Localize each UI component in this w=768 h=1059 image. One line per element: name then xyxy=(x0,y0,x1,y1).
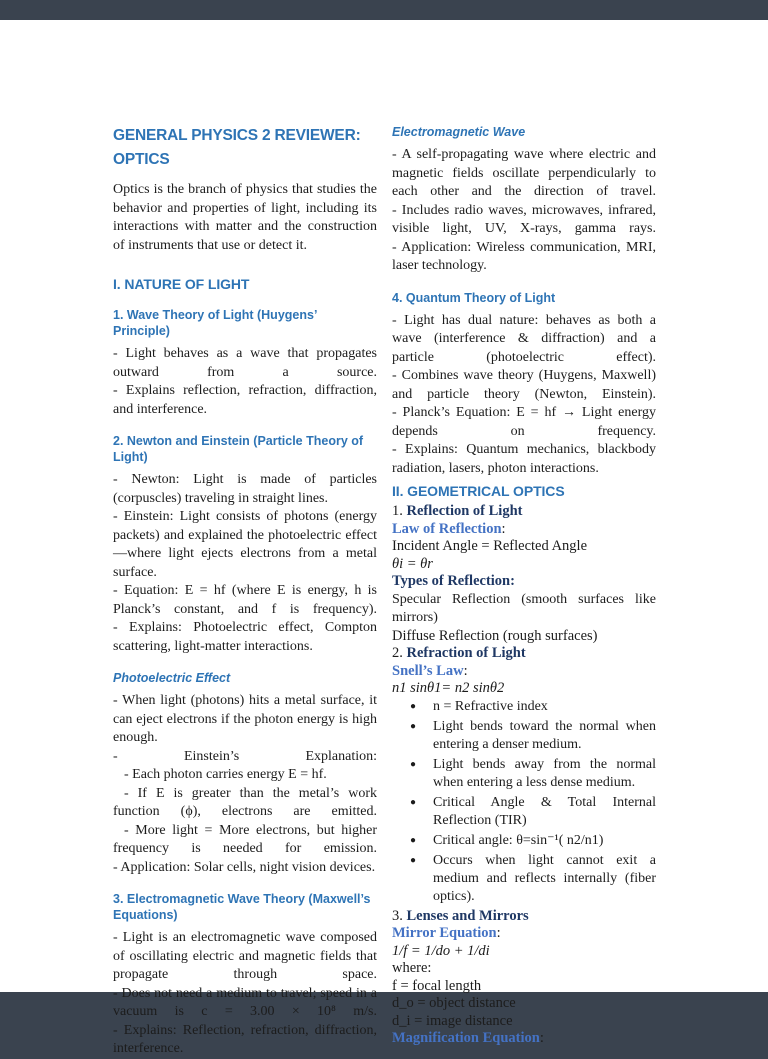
heading-nature-of-light: I. NATURE OF LIGHT xyxy=(113,276,250,292)
subheading-em-wave-theory: 3. Electromagnetic Wave Theory (Maxwell’s Equations) xyxy=(113,892,371,922)
mirror-equation: 1/f = 1/do + 1/di xyxy=(392,942,490,959)
item-number: 1. xyxy=(392,503,407,519)
subheading-quantum-theory: 4. Quantum Theory of Light xyxy=(392,290,556,305)
paragraph-emwave-3: - Application: Wireless communication, MRI, laser technology. xyxy=(392,239,656,273)
document-title: GENERAL PHYSICS 2 REVIEWER: OPTICS xyxy=(113,127,361,168)
paragraph-em-3: - Explains: Reflection, refraction, diffraction, interference. xyxy=(113,1022,377,1056)
paragraph-quantum-3: - Planck’s Equation: E = hf → Light energy depends on frequency. xyxy=(392,405,656,439)
types-specular: Specular Reflection (smooth surfaces like mirrors) xyxy=(392,591,656,625)
paragraph-photo-2: - Einstein’s Explanation: xyxy=(113,748,377,764)
paragraph-photo-1: - When light (photons) hits a metal surface, it can eject electrons if the photon energy is high enough. xyxy=(113,693,377,745)
bullet-text: Critical angle: θ=sin⁻¹( n2/n1) xyxy=(433,832,604,848)
paragraph-quantum-1: - Light has dual nature: behaves as both a wave (interference & diffraction) and a particle (photoelectric effect). xyxy=(392,312,656,365)
bullet-icon: ● xyxy=(410,854,417,866)
item-title: Refraction of Light xyxy=(406,645,526,661)
paragraph-photo-5: - More light = More electrons, but higher frequency is needed for emission. xyxy=(113,822,377,856)
law-of-reflection-equation: θi = θr xyxy=(392,555,433,572)
item-title: Reflection of Light xyxy=(406,503,523,519)
image-distance-line: d_i = image distance xyxy=(392,1012,513,1029)
subheading-electromagnetic-wave: Electromagnetic Wave xyxy=(392,125,526,139)
item-reflection-of-light xyxy=(392,503,656,521)
paragraph-particle-4: - Explains: Photoelectric effect, Compton scattering, light-matter interactions. xyxy=(113,620,377,654)
focal-length-line: f = focal length xyxy=(392,977,482,994)
bullet-text: n = Refractive index xyxy=(433,698,548,714)
subheading-wave-theory: 1. Wave Theory of Light (Huygens’ Principle) xyxy=(113,308,317,338)
law-of-reflection-statement: Incident Angle = Reflected Angle xyxy=(392,538,588,554)
label-colon: : xyxy=(463,662,468,679)
bullet-refractive-index xyxy=(410,698,656,716)
types-diffuse: Diffuse Reflection (rough surfaces) xyxy=(392,627,598,644)
document-page xyxy=(0,20,768,1056)
bullet-bends-toward-normal xyxy=(410,718,656,754)
bullet-icon: ● xyxy=(410,834,417,846)
label-text: Mirror Equation xyxy=(392,925,497,941)
bullet-text: Occurs when light cannot exit a medium and reflects internally (fiber optics). xyxy=(433,852,656,904)
paragraph-quantum-2: - Combines wave theory (Huygens, Maxwell) and particle theory (Newton, Einstein). xyxy=(392,368,656,402)
bullet-fiber-optics xyxy=(410,852,656,906)
left-column xyxy=(113,124,377,1059)
snells-law-equation: n1 sinθ1= n2 sinθ2 xyxy=(392,680,505,696)
paragraph-particle-1: - Newton: Light is made of particles (corpuscles) traveling in straight lines. xyxy=(113,472,377,506)
label-text: Types of Reflection: xyxy=(392,573,515,589)
right-column xyxy=(392,124,656,1059)
intro-paragraph: Optics is the branch of physics that studies the behavior and properties of light, including its interactions with matter and the construction of instruments that use or detect it. xyxy=(113,182,377,253)
bullet-icon: ● xyxy=(410,700,417,712)
label-types-of-reflection xyxy=(392,573,656,591)
paragraph-photo-4: - If E is greater than the metal’s work function (ϕ), electrons are emitted. xyxy=(113,785,377,819)
bullet-icon: ● xyxy=(410,758,417,770)
label-colon: : xyxy=(496,925,501,941)
paragraph-photo-6: - Application: Solar cells, night vision devices. xyxy=(113,859,376,875)
subheading-photoelectric-effect: Photoelectric Effect xyxy=(113,671,231,685)
where-line: where: xyxy=(392,960,432,976)
paragraph-emwave-2: - Includes radio waves, microwaves, infrared, visible light, UV, X-rays, gamma rays. xyxy=(392,202,656,236)
paragraph-em-2: - Does not need a medium to travel; speed in a vacuum is c = 3.00 × 10⁸ m/s. xyxy=(113,985,377,1019)
paragraph-wave-1: - Light behaves as a wave that propagates outward from a source. xyxy=(113,346,377,380)
object-distance-line: d_o = object distance xyxy=(392,995,516,1011)
bullet-text: Light bends away from the normal when entering a less dense medium. xyxy=(433,756,656,790)
subheading-particle-theory: 2. Newton and Einstein (Particle Theory of Light) xyxy=(113,434,364,464)
label-text: Magnification Equation xyxy=(392,1030,540,1046)
paragraph-emwave-1: - A self-propagating wave where electric and magnetic fields oscillate perpendicularly to each other and the direction of travel. xyxy=(392,147,656,199)
item-lenses-and-mirrors xyxy=(392,908,656,926)
bullet-icon: ● xyxy=(410,720,417,732)
label-colon: : xyxy=(501,520,506,537)
item-title: Lenses and Mirrors xyxy=(406,907,529,924)
bullet-bends-away-normal xyxy=(410,756,656,792)
paragraph-em-1: - Light is an electromagnetic wave composed of oscillating electric and magnetic fields that propagate through space. xyxy=(113,930,377,982)
label-text: Snell’s Law xyxy=(392,662,464,679)
item-number: 2. xyxy=(392,645,407,661)
bullet-icon: ● xyxy=(410,796,417,808)
page-content xyxy=(0,20,768,1059)
paragraph-particle-3: - Equation: E = hf (where E is energy, h is Planck’s constant, and f is frequency). xyxy=(113,583,377,617)
label-mirror-equation xyxy=(392,925,656,943)
label-snells-law xyxy=(392,663,656,681)
label-law-of-reflection xyxy=(392,521,656,539)
bullet-critical-angle-tir xyxy=(410,794,656,830)
bullet-text: Critical Angle & Total Internal Reflection (TIR) xyxy=(433,794,656,828)
heading-geometrical-optics: II. GEOMETRICAL OPTICS xyxy=(392,483,565,499)
item-number: 3. xyxy=(392,907,407,924)
bullet-text: Light bends toward the normal when entering a denser medium. xyxy=(433,718,656,752)
label-text: Law of Reflection xyxy=(392,520,502,537)
item-refraction-of-light xyxy=(392,645,656,663)
paragraph-wave-2: - Explains reflection, refraction, diffraction, and interference. xyxy=(113,383,377,417)
label-magnification-equation xyxy=(392,1030,656,1048)
bullet-critical-angle-formula xyxy=(410,832,656,850)
label-colon: : xyxy=(539,1030,544,1046)
paragraph-particle-2: - Einstein: Light consists of photons (energy packets) and explained the photoelectric effect—where light ejects electrons from a metal surface. xyxy=(113,509,377,580)
paragraph-quantum-4: - Explains: Quantum mechanics, blackbody radiation, lasers, photon interactions. xyxy=(392,442,656,476)
paragraph-photo-3: - Each photon carries energy E = hf. xyxy=(124,767,327,782)
